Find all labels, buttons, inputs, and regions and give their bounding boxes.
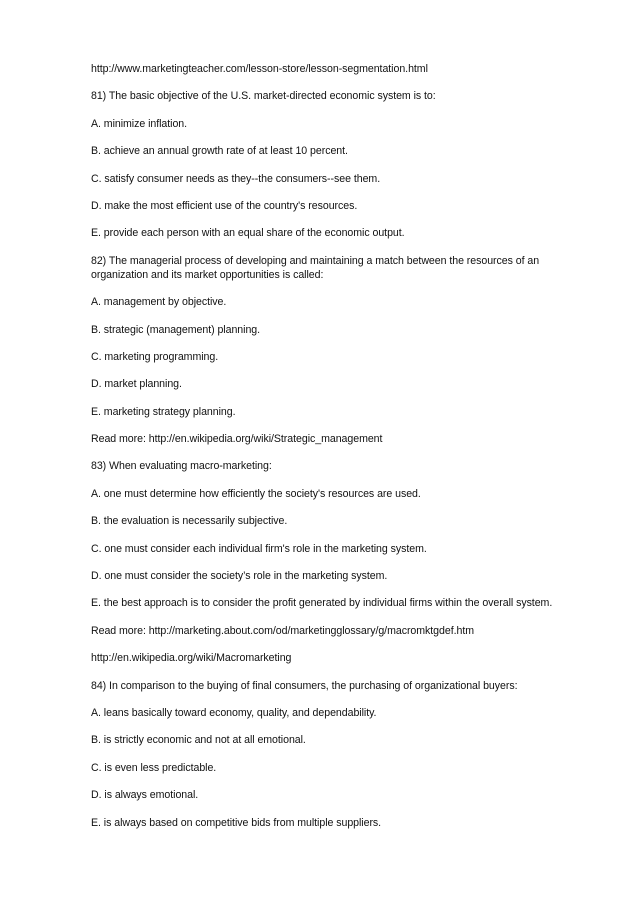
answer-81-d: D. make the most efficient use of the country's resources. xyxy=(91,199,358,212)
question-84: 84) In comparison to the buying of final consumers, the purchasing of organizational buyers: xyxy=(91,679,518,692)
answer-82-a: A. management by objective. xyxy=(91,296,227,309)
answer-83-c: C. one must consider each individual firm's role in the marketing system. xyxy=(91,542,427,555)
answer-82-b: B. strategic (management) planning. xyxy=(91,323,261,336)
answer-81-c: C. satisfy consumer needs as they--the consumers--see them. xyxy=(91,172,381,185)
answer-83-b: B. the evaluation is necessarily subjective. xyxy=(91,515,288,528)
document-page xyxy=(91,62,591,843)
answer-81-e: E. provide each person with an equal share of the economic output. xyxy=(91,227,405,240)
question-81: 81) The basic objective of the U.S. market-directed economic system is to: xyxy=(91,90,436,103)
answer-81-b: B. achieve an annual growth rate of at least 10 percent. xyxy=(91,145,348,158)
answer-83-a: A. one must determine how efficiently the society's resources are used. xyxy=(91,487,421,500)
answer-83-e: E. the best approach is to consider the profit generated by individual firms within the overall system. xyxy=(91,597,553,610)
answer-84-a: A. leans basically toward economy, quality, and dependability. xyxy=(91,706,377,719)
answer-84-e: E. is always based on competitive bids from multiple suppliers. xyxy=(91,816,382,829)
answer-84-b: B. is strictly economic and not at all emotional. xyxy=(91,734,306,747)
question-83: 83) When evaluating macro-marketing: xyxy=(91,460,272,473)
question-82: 82) The managerial process of developing and maintaining a match between the resources of an organization and its market opportunities is called: xyxy=(91,254,540,281)
source-link: http://www.marketingteacher.com/lesson-store/lesson-segmentation.html xyxy=(91,63,428,75)
answer-84-c: C. is even less predictable. xyxy=(91,761,217,774)
answer-82-c: C. marketing programming. xyxy=(91,350,219,363)
read-more-link: Read more: http://marketing.about.com/od/marketingglossary/g/macromktgdef.htm xyxy=(91,624,474,637)
answer-84-d: D. is always emotional. xyxy=(91,789,199,802)
read-more-link: Read more: http://en.wikipedia.org/wiki/Strategic_management xyxy=(91,433,383,446)
answer-82-e: E. marketing strategy planning. xyxy=(91,405,236,418)
answer-82-d: D. market planning. xyxy=(91,378,182,391)
answer-83-d: D. one must consider the society’s role in the marketing system. xyxy=(91,570,388,583)
answer-81-a: A. minimize inflation. xyxy=(91,117,188,130)
source-link: http://en.wikipedia.org/wiki/Macromarketing xyxy=(91,652,292,665)
